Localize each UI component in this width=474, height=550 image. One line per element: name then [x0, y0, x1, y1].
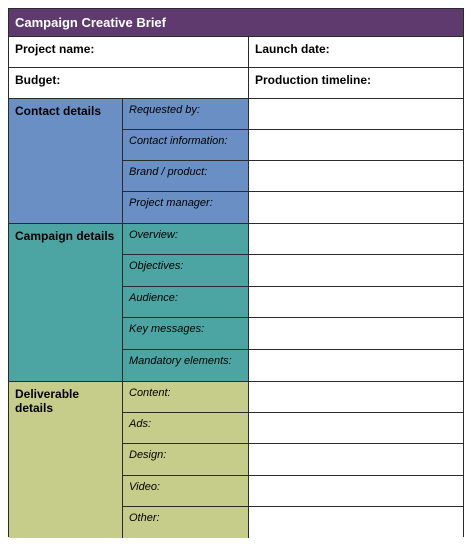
field-row: [123, 99, 463, 130]
field-label: Objectives:: [123, 255, 249, 285]
budget-field[interactable]: Budget:: [9, 68, 249, 98]
field-row: [123, 444, 463, 475]
field-row: [123, 476, 463, 507]
top-row-project: [9, 37, 463, 68]
field-row: [123, 413, 463, 444]
brand-product-input[interactable]: [249, 161, 463, 191]
field-label: Audience:: [123, 287, 249, 317]
requested-by-input[interactable]: [249, 99, 463, 129]
content-input[interactable]: [249, 382, 463, 412]
field-row: [123, 161, 463, 192]
field-row: [123, 255, 463, 286]
other-input[interactable]: [249, 507, 463, 538]
field-row: [123, 287, 463, 318]
audience-input[interactable]: [249, 287, 463, 317]
field-label: Requested by:: [123, 99, 249, 129]
field-label: Mandatory elements:: [123, 350, 249, 381]
section-campaign-details: [9, 224, 463, 382]
section-label: Contact details: [9, 99, 123, 223]
contact-information-input[interactable]: [249, 130, 463, 160]
field-label: Content:: [123, 382, 249, 412]
section-deliverable-details: [9, 382, 463, 538]
video-input[interactable]: [249, 476, 463, 506]
field-label: Overview:: [123, 224, 249, 254]
field-label: Contact information:: [123, 130, 249, 160]
field-label: Key messages:: [123, 318, 249, 348]
field-label: Video:: [123, 476, 249, 506]
overview-input[interactable]: [249, 224, 463, 254]
project-manager-input[interactable]: [249, 192, 463, 223]
field-row: [123, 507, 463, 538]
field-row: [123, 350, 463, 381]
section-label: Deliverable details: [9, 382, 123, 538]
field-label: Other:: [123, 507, 249, 538]
field-row: [123, 224, 463, 255]
project-name-field[interactable]: Project name:: [9, 37, 249, 67]
creative-brief-form: [8, 8, 464, 537]
field-row: [123, 318, 463, 349]
field-row: [123, 192, 463, 223]
section-label: Campaign details: [9, 224, 123, 381]
key-messages-input[interactable]: [249, 318, 463, 348]
field-label: Project manager:: [123, 192, 249, 223]
ads-input[interactable]: [249, 413, 463, 443]
field-row: [123, 130, 463, 161]
field-label: Ads:: [123, 413, 249, 443]
field-label: Brand / product:: [123, 161, 249, 191]
design-input[interactable]: [249, 444, 463, 474]
objectives-input[interactable]: [249, 255, 463, 285]
mandatory-elements-input[interactable]: [249, 350, 463, 381]
section-contact-details: [9, 99, 463, 224]
production-timeline-field[interactable]: Production timeline:: [255, 73, 372, 87]
form-title: Campaign Creative Brief: [9, 9, 463, 37]
top-row-budget: [9, 68, 463, 99]
field-label: Design:: [123, 444, 249, 474]
launch-date-field[interactable]: Launch date:: [255, 42, 330, 56]
field-row: [123, 382, 463, 413]
